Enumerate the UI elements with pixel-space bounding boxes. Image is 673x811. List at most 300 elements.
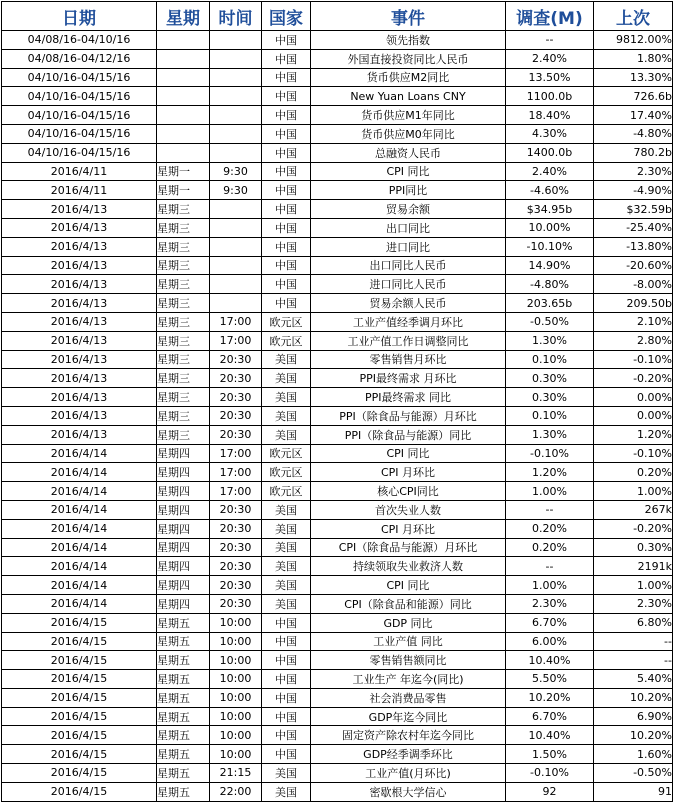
cell-time: 20:30 [210,576,262,595]
header-time: 时间 [210,2,262,31]
cell-previous: -4.90% [594,181,673,200]
table-row [2,482,673,501]
cell-previous: 726.6b [594,87,673,106]
cell-time: 17:00 [210,312,262,331]
cell-time: 10:00 [210,632,262,651]
cell-country: 中国 [262,275,311,294]
cell-country: 美国 [262,594,311,613]
table-row [2,218,673,237]
table-row [2,294,673,313]
header-country: 国家 [262,2,311,31]
cell-time: 10:00 [210,651,262,670]
cell-time: 20:30 [210,350,262,369]
table-row [2,200,673,219]
cell-country: 中国 [262,726,311,745]
cell-country: 美国 [262,782,311,801]
cell-event: 固定资产除农村年迄今同比 [311,726,506,745]
cell-event: 出口同比人民币 [311,256,506,275]
cell-date: 2016/4/13 [2,237,157,256]
cell-date: 2016/4/14 [2,463,157,482]
cell-survey: 1.00% [506,482,594,501]
cell-date: 2016/4/13 [2,406,157,425]
table-row [2,594,673,613]
table-row [2,557,673,576]
cell-previous: -8.00% [594,275,673,294]
table-row [2,463,673,482]
cell-country: 中国 [262,670,311,689]
cell-country: 欧元区 [262,331,311,350]
cell-country: 中国 [262,218,311,237]
table-row [2,632,673,651]
cell-date: 2016/4/14 [2,482,157,501]
cell-weekday: 星期三 [157,256,210,275]
cell-date: 2016/4/11 [2,162,157,181]
cell-survey: -0.50% [506,312,594,331]
cell-event: New Yuan Loans CNY [311,87,506,106]
header-weekday: 星期 [157,2,210,31]
table-row [2,782,673,801]
cell-country: 中国 [262,632,311,651]
cell-survey: 92 [506,782,594,801]
cell-weekday: 星期四 [157,463,210,482]
cell-weekday [157,124,210,143]
cell-weekday: 星期四 [157,444,210,463]
table-row [2,425,673,444]
cell-time: 20:30 [210,557,262,576]
cell-event: 总融资人民币 [311,143,506,162]
cell-weekday: 星期一 [157,162,210,181]
cell-country: 中国 [262,294,311,313]
cell-country: 欧元区 [262,312,311,331]
cell-previous: -4.80% [594,124,673,143]
cell-time: 10:00 [210,688,262,707]
cell-survey: 1.50% [506,745,594,764]
cell-event: GDP经季调季环比 [311,745,506,764]
cell-event: PPI最终需求 月环比 [311,369,506,388]
cell-weekday: 星期三 [157,200,210,219]
cell-survey: $34.95b [506,200,594,219]
cell-event: CPI 同比 [311,444,506,463]
table-row [2,31,673,50]
cell-event: 密歇根大学信心 [311,782,506,801]
cell-event: 货币供应M0年同比 [311,124,506,143]
cell-country: 中国 [262,256,311,275]
table-row [2,519,673,538]
table-row [2,312,673,331]
table-row [2,162,673,181]
cell-previous: 2.30% [594,162,673,181]
cell-time: 20:30 [210,519,262,538]
table-row [2,707,673,726]
table-row [2,444,673,463]
cell-previous: -0.20% [594,519,673,538]
cell-country: 美国 [262,576,311,595]
cell-time: 10:00 [210,745,262,764]
cell-weekday: 星期五 [157,632,210,651]
cell-date: 2016/4/14 [2,557,157,576]
cell-country: 中国 [262,688,311,707]
table-row [2,49,673,68]
cell-survey: 6.00% [506,632,594,651]
table-row [2,87,673,106]
cell-event: 贸易余额人民币 [311,294,506,313]
cell-time: 10:00 [210,707,262,726]
cell-previous: -0.50% [594,764,673,783]
cell-weekday [157,106,210,125]
cell-survey: 18.40% [506,106,594,125]
cell-time: 17:00 [210,482,262,501]
table-row [2,68,673,87]
cell-country: 欧元区 [262,482,311,501]
cell-previous: 13.30% [594,68,673,87]
cell-country: 欧元区 [262,463,311,482]
cell-event: 外国直接投资同比人民币 [311,49,506,68]
cell-event: 工业产值(月环比) [311,764,506,783]
cell-country: 美国 [262,557,311,576]
cell-time [210,256,262,275]
cell-country: 美国 [262,406,311,425]
cell-previous: -- [594,632,673,651]
cell-previous: 1.20% [594,425,673,444]
cell-time [210,143,262,162]
cell-weekday: 星期四 [157,519,210,538]
cell-survey: 10.00% [506,218,594,237]
cell-country: 中国 [262,49,311,68]
cell-previous: $32.59b [594,200,673,219]
table-row [2,406,673,425]
economic-calendar-table [1,1,673,802]
cell-country: 美国 [262,500,311,519]
cell-survey: 0.20% [506,538,594,557]
cell-date: 2016/4/15 [2,670,157,689]
header-event: 事件 [311,2,506,31]
cell-event: CPI（除食品与能源）月环比 [311,538,506,557]
cell-weekday: 星期五 [157,670,210,689]
cell-survey: -0.10% [506,764,594,783]
cell-weekday [157,143,210,162]
cell-date: 04/08/16-04/12/16 [2,49,157,68]
cell-time: 10:00 [210,726,262,745]
table-row [2,331,673,350]
header-survey: 调查(M) [506,2,594,31]
cell-survey: 1400.0b [506,143,594,162]
cell-time: 17:00 [210,444,262,463]
cell-previous: 10.20% [594,726,673,745]
cell-country: 美国 [262,369,311,388]
cell-time [210,49,262,68]
table-row [2,143,673,162]
cell-previous: 2191k [594,557,673,576]
cell-country: 美国 [262,350,311,369]
cell-date: 2016/4/13 [2,218,157,237]
cell-time: 20:30 [210,538,262,557]
cell-weekday: 星期五 [157,764,210,783]
cell-survey: -10.10% [506,237,594,256]
cell-date: 2016/4/14 [2,444,157,463]
table-row [2,745,673,764]
cell-previous: 6.80% [594,613,673,632]
cell-event: 进口同比 [311,237,506,256]
cell-event: 工业产值工作日调整同比 [311,331,506,350]
cell-previous: 267k [594,500,673,519]
table-body [2,31,673,802]
table-row [2,670,673,689]
cell-weekday: 星期五 [157,745,210,764]
cell-date: 2016/4/13 [2,369,157,388]
table-row [2,613,673,632]
cell-weekday: 星期四 [157,500,210,519]
cell-date: 2016/4/15 [2,764,157,783]
cell-event: 出口同比 [311,218,506,237]
cell-country: 中国 [262,162,311,181]
cell-previous: 17.40% [594,106,673,125]
cell-weekday: 星期四 [157,594,210,613]
header-row [2,2,673,31]
cell-country: 中国 [262,124,311,143]
table-row [2,124,673,143]
cell-previous: -0.10% [594,350,673,369]
cell-date: 2016/4/15 [2,745,157,764]
cell-event: 首次失业人数 [311,500,506,519]
cell-date: 2016/4/15 [2,688,157,707]
header-previous: 上次 [594,2,673,31]
cell-event: CPI（除食品和能源）同比 [311,594,506,613]
cell-country: 中国 [262,651,311,670]
cell-survey: 0.10% [506,350,594,369]
cell-date: 2016/4/13 [2,294,157,313]
cell-date: 04/10/16-04/15/16 [2,68,157,87]
table-row [2,576,673,595]
cell-survey: 2.30% [506,594,594,613]
cell-date: 2016/4/13 [2,200,157,219]
table-row [2,651,673,670]
cell-event: CPI 月环比 [311,519,506,538]
cell-event: CPI 月环比 [311,463,506,482]
cell-weekday: 星期五 [157,707,210,726]
cell-time [210,68,262,87]
cell-weekday [157,68,210,87]
cell-survey: 1.20% [506,463,594,482]
cell-event: CPI 同比 [311,576,506,595]
cell-country: 中国 [262,613,311,632]
cell-event: 零售销售额同比 [311,651,506,670]
cell-time [210,87,262,106]
cell-previous: -20.60% [594,256,673,275]
cell-event: 货币供应M2同比 [311,68,506,87]
cell-time: 20:30 [210,594,262,613]
cell-time: 20:30 [210,369,262,388]
cell-previous: 2.80% [594,331,673,350]
table-row [2,538,673,557]
cell-event: 社会消费品零售 [311,688,506,707]
cell-time: 20:30 [210,425,262,444]
table-row [2,688,673,707]
cell-event: 进口同比人民币 [311,275,506,294]
cell-survey: -- [506,31,594,50]
cell-date: 2016/4/13 [2,256,157,275]
cell-event: GDP 同比 [311,613,506,632]
cell-country: 中国 [262,707,311,726]
cell-survey: 2.40% [506,49,594,68]
cell-date: 2016/4/14 [2,594,157,613]
cell-previous: -0.20% [594,369,673,388]
cell-country: 中国 [262,31,311,50]
cell-date: 2016/4/11 [2,181,157,200]
cell-time [210,237,262,256]
cell-event: CPI 同比 [311,162,506,181]
cell-weekday: 星期一 [157,181,210,200]
cell-country: 中国 [262,745,311,764]
cell-weekday [157,31,210,50]
cell-survey: 0.30% [506,369,594,388]
cell-time: 9:30 [210,181,262,200]
cell-weekday: 星期三 [157,237,210,256]
cell-date: 04/10/16-04/15/16 [2,143,157,162]
cell-previous: 91 [594,782,673,801]
cell-survey: 5.50% [506,670,594,689]
cell-weekday: 星期三 [157,312,210,331]
cell-previous: 1.00% [594,576,673,595]
cell-event: 货币供应M1年同比 [311,106,506,125]
cell-time [210,275,262,294]
cell-time: 22:00 [210,782,262,801]
cell-time [210,200,262,219]
cell-time: 10:00 [210,670,262,689]
cell-weekday [157,49,210,68]
cell-previous: 0.00% [594,406,673,425]
cell-time [210,31,262,50]
cell-survey: -- [506,500,594,519]
cell-previous: 9812.00% [594,31,673,50]
cell-survey: 2.40% [506,162,594,181]
cell-weekday: 星期三 [157,369,210,388]
table-row [2,106,673,125]
cell-event: 工业生产 年迄今(同比) [311,670,506,689]
cell-time: 20:30 [210,388,262,407]
cell-weekday: 星期三 [157,275,210,294]
cell-previous: 780.2b [594,143,673,162]
cell-previous: -13.80% [594,237,673,256]
cell-date: 2016/4/13 [2,425,157,444]
cell-time: 21:15 [210,764,262,783]
cell-survey: 1.30% [506,331,594,350]
cell-survey: -4.80% [506,275,594,294]
cell-weekday: 星期三 [157,350,210,369]
cell-previous: 0.00% [594,388,673,407]
cell-event: 领先指数 [311,31,506,50]
cell-previous: 6.90% [594,707,673,726]
cell-date: 04/10/16-04/15/16 [2,87,157,106]
cell-weekday: 星期五 [157,726,210,745]
table-row [2,256,673,275]
cell-previous: 1.80% [594,49,673,68]
cell-survey: 1.00% [506,576,594,595]
cell-time: 10:00 [210,613,262,632]
cell-date: 2016/4/13 [2,350,157,369]
cell-previous: -25.40% [594,218,673,237]
cell-survey: 0.20% [506,519,594,538]
cell-event: PPI（除食品与能源）同比 [311,425,506,444]
cell-weekday: 星期三 [157,425,210,444]
cell-time: 9:30 [210,162,262,181]
cell-survey: 14.90% [506,256,594,275]
cell-date: 2016/4/14 [2,500,157,519]
cell-date: 2016/4/15 [2,707,157,726]
cell-survey: 13.50% [506,68,594,87]
cell-survey: 10.40% [506,726,594,745]
cell-date: 2016/4/15 [2,651,157,670]
cell-country: 中国 [262,200,311,219]
cell-survey: 6.70% [506,613,594,632]
cell-time [210,218,262,237]
cell-country: 中国 [262,143,311,162]
cell-weekday: 星期四 [157,576,210,595]
table-row [2,350,673,369]
cell-time: 17:00 [210,331,262,350]
cell-country: 中国 [262,68,311,87]
table-row [2,726,673,745]
cell-previous: 2.10% [594,312,673,331]
cell-survey: 10.20% [506,688,594,707]
cell-weekday: 星期三 [157,218,210,237]
cell-country: 美国 [262,764,311,783]
cell-previous: 10.20% [594,688,673,707]
cell-country: 美国 [262,388,311,407]
cell-time [210,294,262,313]
cell-date: 04/10/16-04/15/16 [2,106,157,125]
cell-survey: -- [506,557,594,576]
cell-event: GDP年迄今同比 [311,707,506,726]
cell-date: 04/08/16-04/10/16 [2,31,157,50]
cell-time: 20:30 [210,406,262,425]
cell-event: 贸易余额 [311,200,506,219]
cell-date: 2016/4/13 [2,388,157,407]
table-row [2,181,673,200]
cell-previous: 1.00% [594,482,673,501]
cell-event: 持续领取失业救济人数 [311,557,506,576]
table-row [2,275,673,294]
cell-country: 美国 [262,425,311,444]
cell-country: 中国 [262,87,311,106]
cell-event: 工业产值经季调月环比 [311,312,506,331]
cell-survey: 6.70% [506,707,594,726]
cell-weekday: 星期四 [157,482,210,501]
cell-time: 20:30 [210,500,262,519]
cell-previous: -- [594,651,673,670]
cell-date: 2016/4/14 [2,519,157,538]
cell-survey: 1.30% [506,425,594,444]
cell-survey: -0.10% [506,444,594,463]
cell-weekday: 星期三 [157,331,210,350]
cell-country: 欧元区 [262,444,311,463]
cell-time [210,106,262,125]
cell-weekday: 星期四 [157,538,210,557]
table-row [2,369,673,388]
header-date: 日期 [2,2,157,31]
cell-date: 04/10/16-04/15/16 [2,124,157,143]
cell-survey: 1100.0b [506,87,594,106]
cell-date: 2016/4/13 [2,312,157,331]
table-row [2,500,673,519]
cell-weekday: 星期五 [157,613,210,632]
table-row [2,764,673,783]
table-row [2,237,673,256]
cell-country: 美国 [262,538,311,557]
cell-time [210,124,262,143]
cell-survey: 0.10% [506,406,594,425]
cell-previous: 1.60% [594,745,673,764]
cell-weekday: 星期五 [157,688,210,707]
